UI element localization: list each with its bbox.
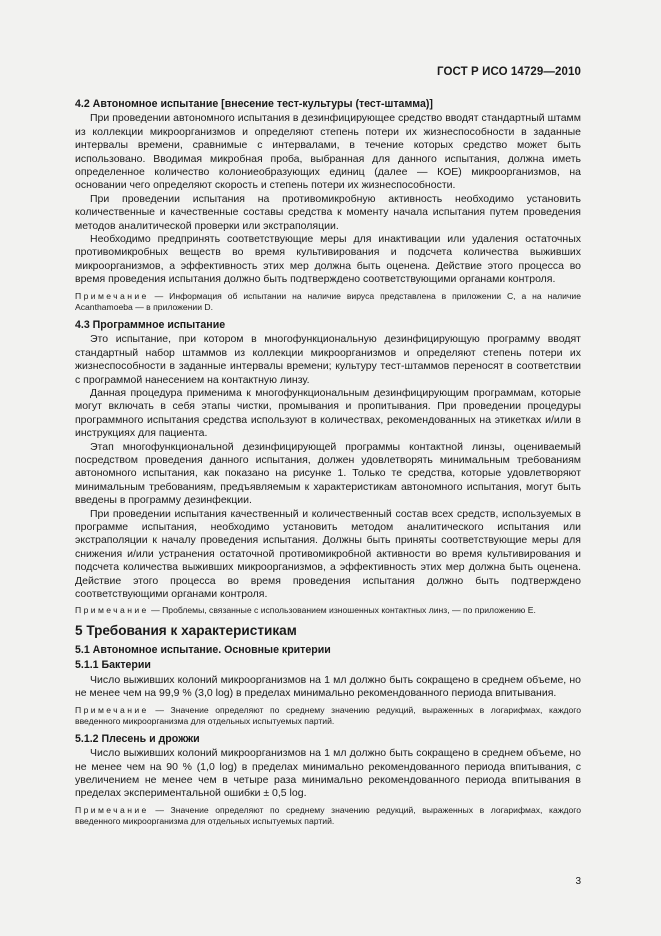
paragraph: Этап многофункциональной дезинфицирующей программы контактной линзы, оцениваемый посредством проведения данного испытания, должен удовлетворять минимальным требованиям автономного испытания, как показано на рисунке 1. Только те средства, которые удовлетворяют минимальным требованиям, предъявляемым к характеристикам автономного испытания, могут быть введены в программу дезинфекции. (75, 440, 581, 507)
note (75, 805, 581, 828)
note-text: — Значение определяют по среднему значению редукций, выраженных в логарифмах, каждого введенного микроорганизма для отдельных испытуемых партий. (75, 804, 581, 827)
paragraph: Это испытание, при котором в многофункциональную дезинфицирующую программу вводят стандартный набор штаммов из коллекции микроорганизмов и определяют степень потери их жизнеспособности в заданные интервалы времени; культуру тест-штаммов переносят в соответствии с программой нанесением на контактную линзу. (75, 333, 581, 386)
paragraph: При проведении испытания качественный и количественный состав всех средств, используемых в программе испытания, необходимо установить методом аналитического испытания или экстраполяции к началу проведения испытания. Должны быть приняты соответствующие меры для снижения и/или устранения остаточной противомикробной активности во время культивирования и подсчета количества выживших микроорганизмов, а эффективность этих мер должна быть оценена. Действие этого процесса во время проведения испытания должно быть подтверждено соответствующими органами контроля. (75, 507, 581, 600)
note-text: — Проблемы, связанные с использованием изношенных контактных линз, — по приложению Е. (148, 605, 536, 616)
note-label: Примечание (75, 290, 149, 301)
document-body (75, 96, 581, 833)
paragraph: Число выживших колоний микроорганизмов на 1 мл должно быть сокращено в среднем объеме, но не менее чем на 99,9 % (3,0 log) в пределах минимально рекомендованного периода впитывания. (75, 673, 581, 700)
subsection-heading: 4.3 Программное испытание (75, 318, 226, 331)
subsection-heading: 4.2 Автономное испытание [внесение тест-культуры (тест-штамма)] (75, 98, 433, 110)
subsection-heading: 5.1 Автономное испытание. Основные критерии (75, 644, 331, 656)
note (75, 705, 581, 728)
note (75, 291, 581, 314)
paragraph: Число выживших колоний микроорганизмов на 1 мл должно быть сокращено в среднем объеме, но не менее чем на 90 % (1,0 log) в пределах минимально рекомендованного периода впитывания, с увеличением не менее чем в четыре раза минимально рекомендованного периода впитывания в пределах экспериментальной ошибки ± 0,5 log. (75, 747, 581, 800)
section-heading: 5 Требования к характеристикам (75, 623, 297, 638)
paragraph: При проведении испытания на противомикробную активность необходимо установить количественные и качественные составы средства к моменту начала испытания путем проведения методов аналитической проверки или экстраполяции. (75, 192, 581, 232)
note-text: — Значение определяют по среднему значению редукций, выраженных в логарифмах, каждого введенного микроорганизма для отдельных испытуемых партий. (75, 704, 581, 727)
note-text: — Информация об испытании на наличие вируса представлена в приложении С, а на наличие Acanthamoeba — в приложении D. (75, 290, 581, 313)
note-label: Примечание (75, 605, 149, 616)
page-number: 3 (575, 876, 581, 887)
note-label: Примечание (75, 704, 149, 715)
note-label: Примечание (75, 804, 149, 815)
paragraph: Необходимо предпринять соответствующие меры для инактивации или удаления остаточных противомикробных веществ во время культивирования и подсчета количества выживших микроорганизмов, а эффективность этих мер должна быть оценена. Действие этого процесса во время проведения испытания должно быть подтверждено соответствующими органами контроля. (75, 233, 581, 286)
note (75, 605, 581, 617)
paragraph: При проведении автономного испытания в дезинфицирующее средство вводят стандартный штамм из коллекции микроорганизмов и определяют степень потери их жизнеспособности в заданные интервалы времени, сравнимые с интервалами, в течение которых средство может быть использовано. Вводимая микробная проба, выбранная для данного испытания, должна иметь определенное количество колониеобразующих единиц (далее — КОЕ) микроорганизмов, на основании чего определяют скорость и степень потери их жизнеспособности. (75, 112, 581, 192)
subsection-heading: 5.1.2 Плесень и дрожжи (75, 732, 200, 745)
paragraph: Данная процедура применима к многофункциональным дезинфицирующим программам, которые могут включать в себя этапы чистки, промывания и пропитывания. При проведении процедуры программного испытания средства используют в количествах, рекомендованных на этикетках и/или в инструкциях для пациента. (75, 386, 581, 440)
standard-header: ГОСТ Р ИСО 14729—2010 (436, 66, 581, 78)
subsection-heading: 5.1.1 Бактерии (75, 659, 151, 672)
